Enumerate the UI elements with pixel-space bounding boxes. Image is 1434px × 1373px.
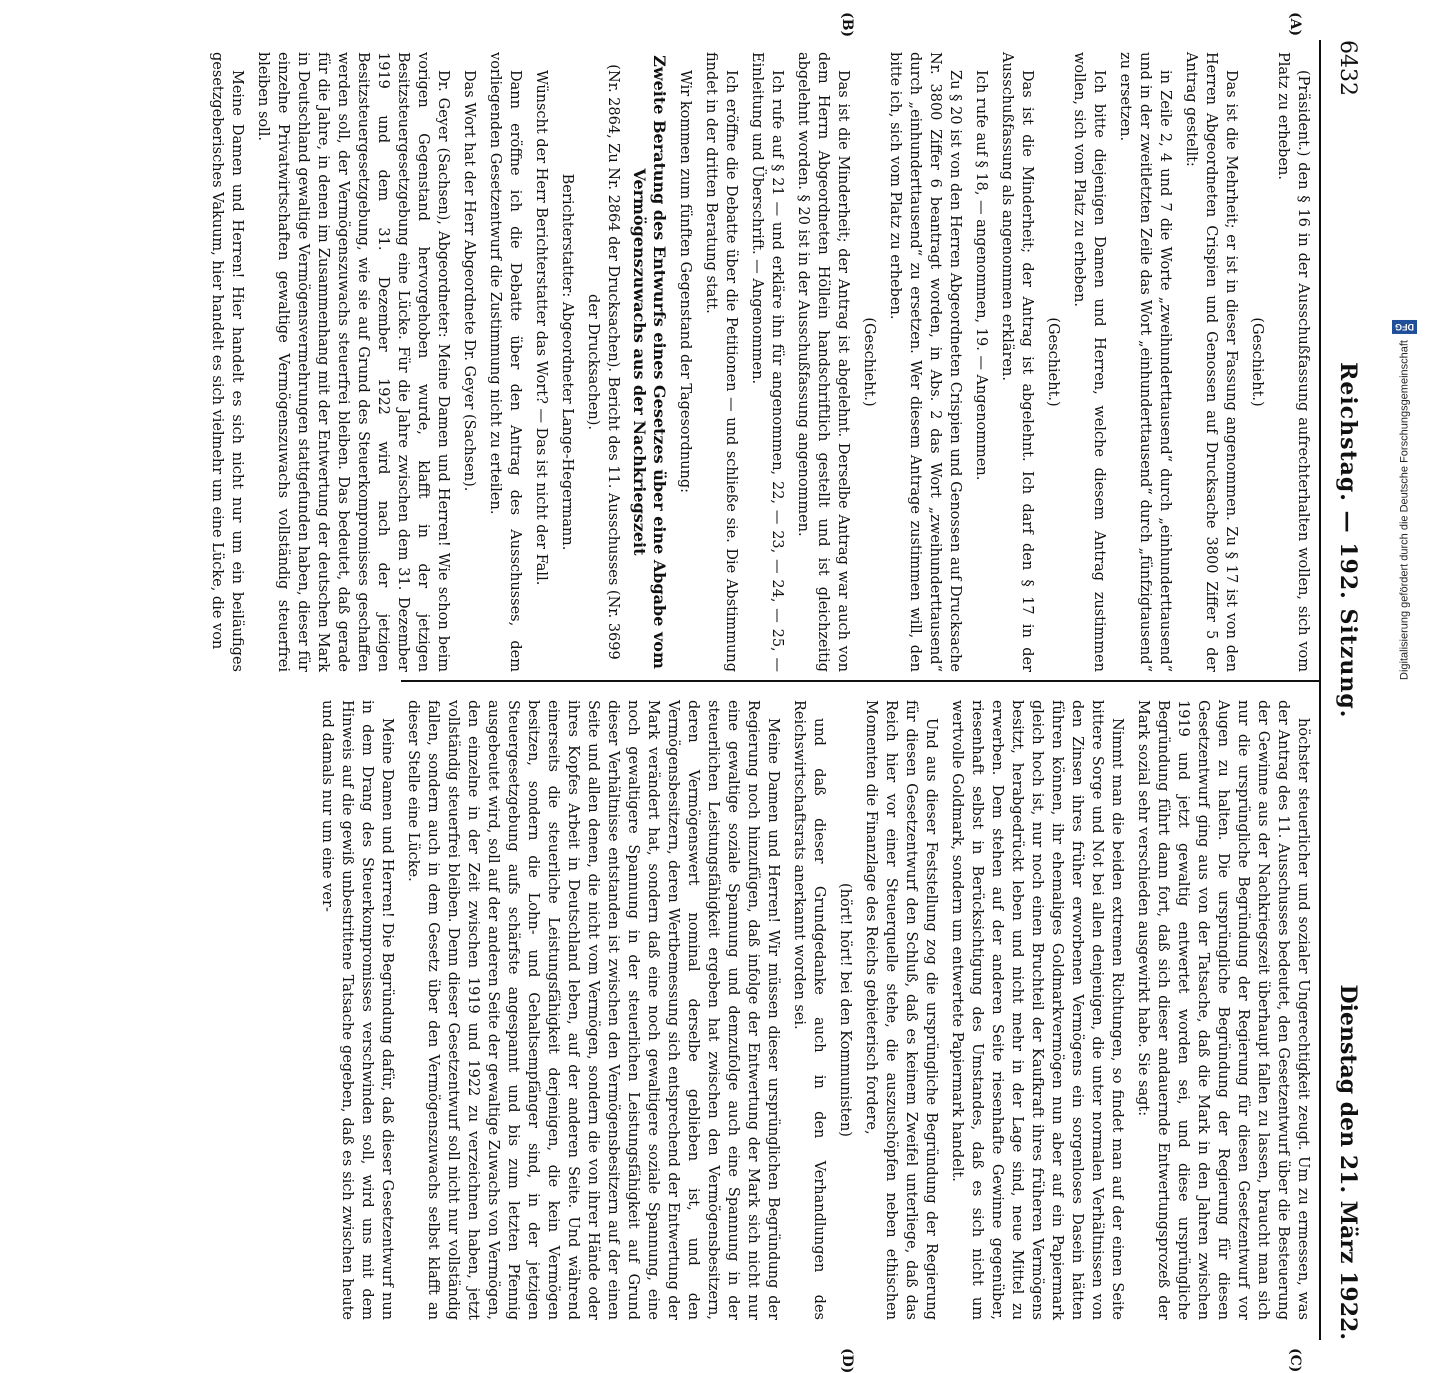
paragraph: Das Wort hat der Herr Abgeordnete Dr. Geyer (Sachsen). xyxy=(461,70,477,492)
left-column xyxy=(209,52,1313,672)
header-title: Reichstag. — 192. Sitzung. xyxy=(1335,362,1361,719)
agenda-title: Zweite Beratung des Entwurfs eines Gesetzes über eine Abgabe vom Vermögenszuwachs aus der Nachkriegszeit xyxy=(630,55,669,669)
paragraph: (Präsident.) den § 16 in der Ausschußfassung aufrechterhalten wollen, sich vom Platz zu erheben. xyxy=(1275,52,1311,672)
paragraph: (Nr. 2864, Zu Nr. 2864 der Drucksachen). Bericht des 11. Ausschusses (Nr. 3699 der Drucksachen). xyxy=(585,64,621,660)
page-header xyxy=(1321,40,1375,1340)
paragraph: Dr. Geyer (Sachsen), Abgeordneter: Meine Damen und Herren! Wie schon beim vorigen Gegenstand hervorgehoben wurde, klafft in der jetzigen Besitzsteuergesetzgebung eine Lücke. Für die Jahre zwischen dem 31. Dezember 1919 und dem 31. Dezember 1922 wird nach der jetzigen Besitzsteuergesetzgebung, wie sie auf Grund des Steuerkompromisses geschaffen werden soll, der Vermögenszuwachs steuerfrei bleiben. Das bedeutet, daß gerade für die Jahre, in denen im Zusammenhang mit der Entwertung der deutschen Mark in Deutschland gewaltige Vermögensvermehrungen stattgefunden haben, dieser für einzelne Privatwirtschaften gewaltige Vermögenszuwachs vollständig steuerfrei bleiben soll. xyxy=(255,52,451,672)
paragraph: und daß dieser Grundgedanke auch in den Verhandlungen des Reichswirtschaftsrats anerkannt worden sei. xyxy=(791,700,827,1320)
paragraph: Und aus dieser Feststellung zog die ursprüngliche Begründung der Regierung für diesen Gesetzentwurf den Schluß, daß es keinem Zweifel unterliege, daß das Reich hier vor einer Steuerquelle stehe, die auszuschöpfen neben ethischen Momenten die Finanzlage des Reichs gebieterisch fordere, xyxy=(863,700,939,1320)
paragraph: (Geschieht.) xyxy=(1249,317,1265,407)
margin-letter-c: (C) xyxy=(1287,1348,1303,1373)
paragraph: Wünscht der Herr Berichterstatter das Wort? — Das ist nicht der Fall. xyxy=(533,70,549,586)
paragraph: (Geschieht.) xyxy=(1045,317,1061,407)
header-date: Dienstag den 21. März 1922. xyxy=(1335,984,1361,1340)
margin-letter-d: (D) xyxy=(839,1348,855,1373)
paragraph: Meine Damen und Herren! Die Begründung dafür, daß dieser Gesetzentwurf nun in dem Drang des Steuerkompromisses verschwinden soll, wird uns mit dem Hinweis auf die gewiß unbestrittene Tatsache gegeben, daß es sich zwischen heute und damals nur um eine ver- xyxy=(319,700,395,1320)
paragraph: höchster steuerlicher und sozialer Ungerechtigkeit zeugt. Um zu ermessen, was der Antrag des 11. Ausschusses bedeutet, den Gesetzentwurf über die Besteuerung der Gewinne aus der Nachkriegszeit überhaupt fallen zu lassen, braucht man sich nur die ursprüngliche Begründung der Regierung für diesen Gesetzentwurf vor Augen zu halten. Die ursprüngliche Begründung der Regierung für diesen Gesetzentwurf ging aus von der Tatsache, daß die Mark in den Jahren zwischen 1919 und jetzt gewaltig entwertet worden sei, und diese ursprüngliche Begründung führt dann fort, daß sich dieser andauernde Entwertungsprozeß der Mark sozial sehr verschieden ausgewirkt habe. Sie sagt: xyxy=(1135,700,1311,1320)
paragraph: Ich eröffne die Debatte über die Petitionen — und schließe sie. Die Abstimmung findet in der dritten Beratung statt. xyxy=(703,52,739,672)
paragraph: Nimmt man die beiden extremen Richtungen, so findet man auf der einen Seite bittere Sorge und Not bei allen denjenigen, die unter normalen Verhältnissen von den Zinsen ihres früher erworbenen Vermögens ein sorgenloses Dasein hätten führen können, ihr ehemaliges Goldmarkvermögen nun aber auf ein Papiermark gleich hoch ist, nur noch einen Bruchteil der Kaufkraft ihres früheren Vermögens besitzt, herabgedrückt leben und nicht mehr in der Lage sind, neue Mittel zu erwerben. Dem stehen auf der anderen Seite riesenhafte Gewinne gegenüber, riesenhaft selbst in Berücksichtigung des Umstandes, daß es sich nicht um wertvolle Goldmark, sondern um entwertete Papiermark handelt. xyxy=(949,700,1125,1320)
margin-letter-b: (B) xyxy=(839,12,855,38)
paragraph: Wir kommen zum fünften Gegenstand der Tagesordnung: xyxy=(677,70,693,494)
paragraph: Ich rufe auf § 18, — angenommen, 19. — Angenommen. xyxy=(973,70,989,481)
notice-text: Digitalisierung gefördert durch die Deutsche Forschungsgemeinschaft xyxy=(1398,340,1411,680)
paragraph: (hört! hört! bei den Kommunisten) xyxy=(837,883,853,1137)
paragraph: Ich bitte diejenigen Damen und Herren, welche diesem Antrag zustimmen wollen, sich vom Platz zu erheben. xyxy=(1071,52,1107,672)
header-rule xyxy=(1319,40,1321,1340)
paragraph: Das ist die Mehrheit; er ist in dieser Fassung angenommen. Zu § 17 ist von den Herren Abgeordneten Crispien und Genossen auf Drucksache 3800 Ziffer 5 der Antrag gestellt: xyxy=(1183,52,1239,672)
paragraph: Zu § 20 ist von den Herren Abgeordneten Crispien und Genossen auf Drucksache Nr. 3800 Ziffer 6 beantragt worden, in Abs. 2 das Wort „zweihunderttausend“ durch „einhunderttausend“ zu ersetzen. Wer diesem Antrage zustimmen will, den bitte ich, sich vom Platz zu erheben. xyxy=(887,52,963,672)
dfg-logo: DFG xyxy=(1392,320,1417,334)
paragraph: Das ist die Minderheit; der Antrag ist abgelehnt. Ich darf den § 17 in der Ausschußfassung als angenommen erklären. xyxy=(999,52,1035,672)
paragraph: Das ist die Minderheit; der Antrag ist abgelehnt. Derselbe Antrag war auch von dem Herrn Abgeordneten Höllein handschriftlich gestellt und ist gleichzeitig abgelehnt worden. § 20 ist in der Ausschußfassung angenommen. xyxy=(795,52,851,672)
paragraph: Dann eröffne ich die Debatte über den Antrag des Ausschusses, dem vorliegenden Gesetzentwurf die Zustimmung nicht zu erteilen. xyxy=(487,52,523,672)
paragraph: Meine Damen und Herren! Hier handelt es sich nicht nur um ein beiläufiges gesetzgeberisches Vakuum, hier handelt es sich vielmehr um eine Lücke, die von xyxy=(209,52,245,672)
margin-letter-a: (A) xyxy=(1287,12,1303,37)
paragraph: Berichterstatter: Abgeordneter Lange-Hegermann. xyxy=(559,173,575,551)
paragraph: Ich rufe auf § 21 — und erkläre ihn für angenommen, 22, — 23, — 24, — 25, — Einleitung und Überschrift. — Angenommen. xyxy=(749,52,785,672)
right-column xyxy=(319,700,1313,1320)
digitization-notice xyxy=(1375,0,1434,1000)
page-number: 6432 xyxy=(1335,40,1361,96)
paragraph: Meine Damen und Herren! Wir müssen dieser ursprünglichen Begründung der Regierung noch hinzufügen, daß infolge der Entwertung der Mark sich nicht nur eine gewaltige soziale Spannung und demzufolge auch eine Spannung in der steuerlichen Leistungsfähigkeit ergeben hat zwischen den Vermögensbesitzern, deren Vermögenswert nominal derselbe geblieben ist, und den Vermögensbesitzern, deren Wertbemessung sich entsprechend der Entwertung der Mark verändert hat, sondern daß eine noch gewaltigere soziale Spannung, eine noch gewaltigere Spannung in der steuerlichen Leistungsfähigkeit auf Grund dieser Verhältnisse entstanden ist zwischen den Vermögensbesitzern auf der einen Seite und allen denen, die nicht vom Vermögen, sondern die von ihrer Hände oder ihres Kopfes Arbeit in Deutschland leben, auf der anderen Seite. Und während einerseits die steuerliche Leistungsfähigkeit derjenigen, die kein Vermögen besitzen, sondern die Lohn- und Gehaltsempfänger sind, in der jetzigen Steuergesetzgebung aufs schärfste angespannt und bis zum letzten Pfennig ausgebeutet wird, soll auf der anderen Seite der gewaltige Zuwachs von Vermögen, den einzelne in der Zeit zwischen 1919 und 1922 zu verzeichnen haben, jetzt vollständig steuerfrei bleiben. Denn dieser Gesetzentwurf soll nicht nur vollständig fallen, sondern auch in dem Gesetz über den Vermögenszuwachs selbst klafft an dieser Stelle eine Lücke. xyxy=(405,700,781,1320)
paragraph: in Zeile 2, 4 und 7 die Worte „zweihunderttausend“ durch „einhunderttausend“ und in der zweitletzten Zeile das Wort „einhunderttausend“ durch „fünfzigtausend“ zu ersetzen. xyxy=(1117,52,1173,672)
paragraph: (Geschieht.) xyxy=(861,317,877,407)
column-rule xyxy=(401,680,1321,682)
